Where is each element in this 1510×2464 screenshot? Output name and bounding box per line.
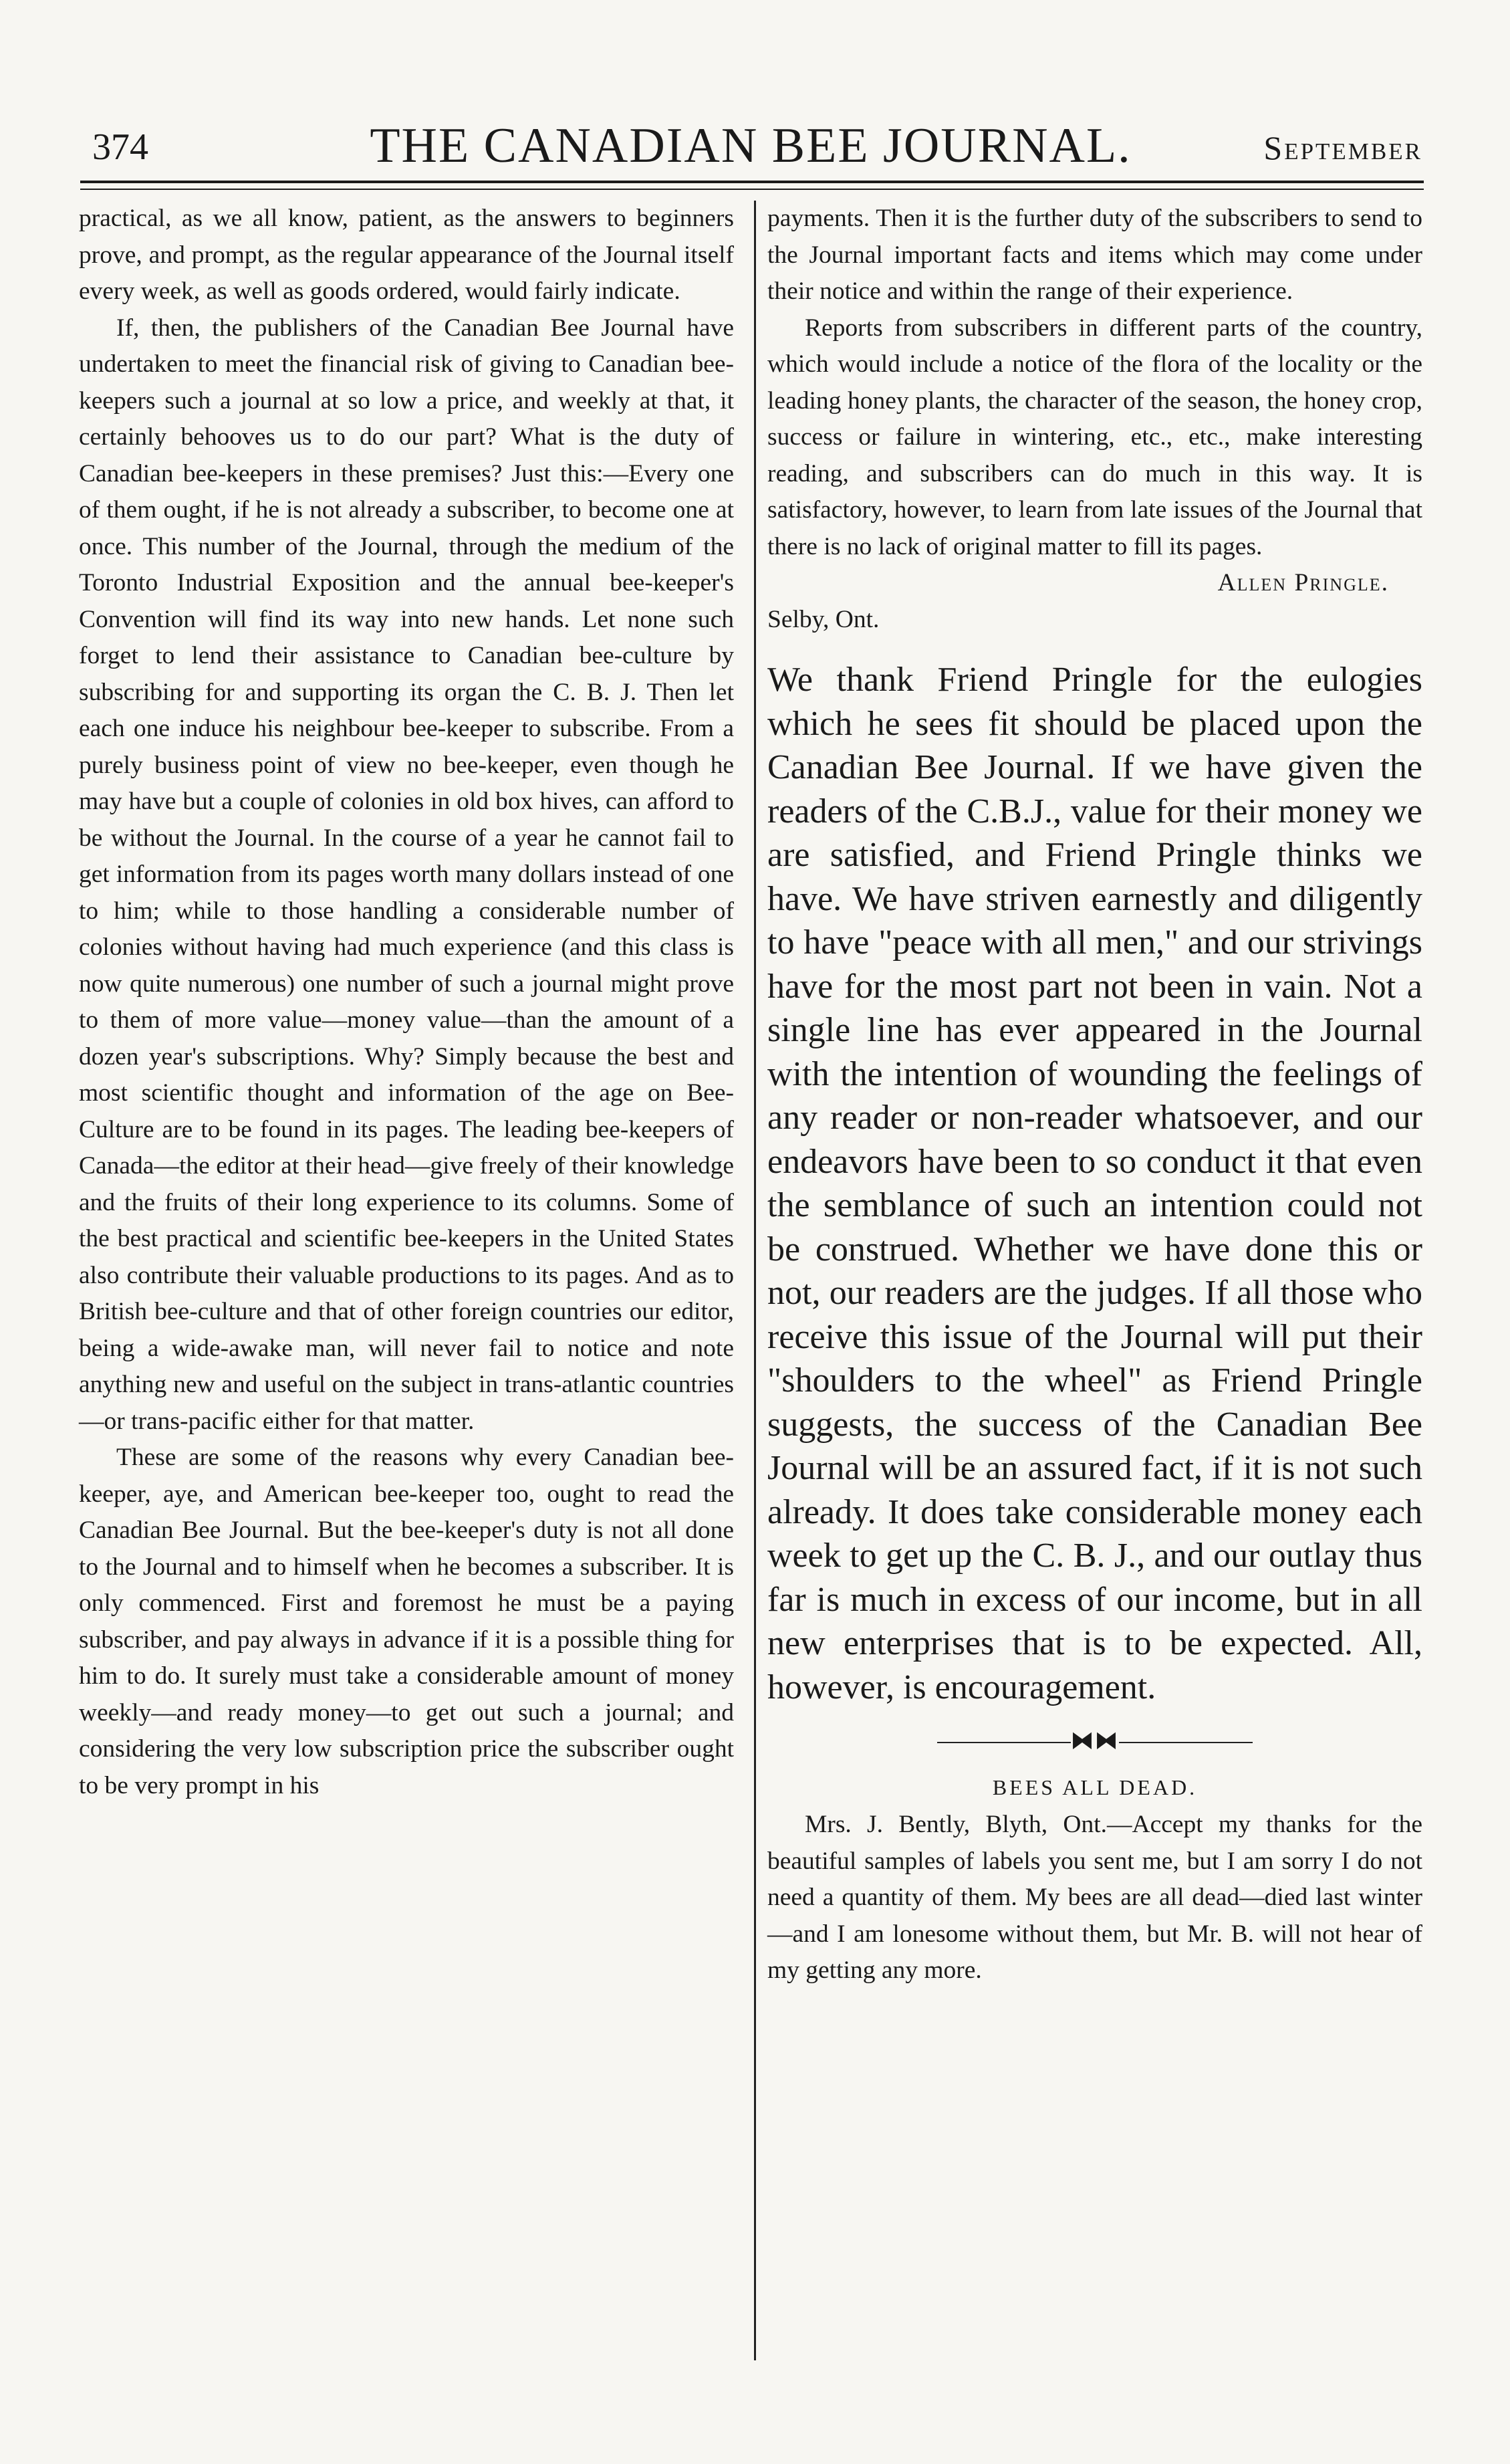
left-paragraph-2: If, then, the publishers of the Canadian Bee Journal have undertaken to meet the financial risk of giving to Canadian bee-keepers such a journal at so low a price, and weekly at that, it certainly behooves us to do our part? What is the duty of Canadian bee-keepers in these premises? Just this:—Every one of them ought, if he is not already a subscriber, to become one at once. This number of the Journal, through the medium of the Toronto Industrial Exposition and the annual bee-keeper's Convention will find its way into new hands. Let none such forget to lend their assistance to Canadian bee-culture by subscribing for and supporting its organ the C. B. J. Then let each one induce his neighbour bee-keeper to subscribe. From a purely business point of view no bee-keeper, even though he may have but a couple of colonies in old box hives, can afford to be without the Journal. In the course of a year he cannot fail to get information from its pages worth many dollars instead of one to him; while to those handling a considerable number of colonies without having had much experience (and this class is now quite numerous) one number of such a journal might prove to them of more value—money value—than the amount of a dozen year's subscriptions. Why? Simply because the best and most scientific thought and information of the age on Bee-Culture are to be found in its pages. The leading bee-keepers of Canada—the editor at their head—give freely of their knowledge and the fruits of their long experience to its columns. Some of the best practical and scientific bee-keepers in the United States also contribute their valuable productions to its pages. And as to British bee-culture and that of other foreign countries our editor, being a wide-awake man, will never fail to notice and note anything new and useful on the subject in trans-atlantic countries—or trans-pacific either for that matter.: [79, 314, 734, 1435]
section-heading: BEES ALL DEAD.: [992, 1775, 1198, 1799]
author-location: Selby, Ont.: [767, 605, 880, 633]
right-column: [767, 201, 1422, 1989]
left-paragraph-1: practical, as we all know, patient, as the answers to beginners prove, and prompt, as the regular appearance of the Journal itself every week, as well as goods ordered, would fairly indicate.: [79, 205, 734, 305]
header-rule-thick: [80, 181, 1424, 183]
section-divider-ornament: [767, 1728, 1422, 1755]
author-signature: Allen Pringle.: [1217, 569, 1389, 596]
journal-title: THE CANADIAN BEE JOURNAL.: [370, 118, 1132, 173]
right-paragraph-1: payments. Then it is the further duty of the subscribers to send to the Journal important facts and items which may come under their notice and within the range of their experience.: [767, 205, 1422, 305]
letter-paragraph: Mrs. J. Bently, Blyth, Ont.—Accept my thanks for the beautiful samples of labels you sent me, but I am sorry I do not need a quantity of them. My bees are all dead—died last winter—and I am lonesome without them, but Mr. B. will not hear of my getting any more.: [767, 1811, 1422, 1984]
column-divider: [754, 201, 756, 2360]
left-paragraph-3: These are some of the reasons why every Canadian bee-keeper, aye, and American bee-keeper too, ought to read the Canadian Bee Journal. But the bee-keeper's duty is not all done to the Journal and to himself when he becomes a subscriber. It is only commenced. First and foremost he must be a paying subscriber, and pay always in advance if it is a possible thing for him to do. It surely must take a considerable amount of money weekly—and ready money—to get out such a journal; and considering the very low subscription price the subscriber ought to be very prompt in his: [79, 1444, 734, 1799]
issue-month: September: [1263, 129, 1422, 166]
header-rule-thin: [80, 189, 1424, 190]
page-number: 374: [92, 126, 148, 168]
ornament-glyph: ⧓⧓: [1071, 1728, 1119, 1753]
editorial-response: We thank Friend Pringle for the eulogies which he sees fit should be placed upon the Canadian Bee Journal. If we have given the readers of the C.B.J., value for their money we are satisfied, and Friend Pringle thinks we have. We have striven earnestly and diligently to have "peace with all men," and our strivings have for the most part not been in vain. Not a single line has ever appeared in the Journal with the intention of wounding the feelings of any reader or non-reader whatsoever, and our endeavors have been to so conduct it that even the semblance of such an intention could not be construed. Whether we have done this or not, our readers are the judges. If all those who receive this issue of the Journal will put their "shoulders to the wheel" as Friend Pringle suggests, the success of the Canadian Bee Journal will be an assured fact, if it is not such already. It does take considerable money each week to get up the C. B. J., and our outlay thus far is much in excess of our income, but in all new enterprises that is to be expected. All, however, is encouragement.: [767, 661, 1422, 1706]
right-paragraph-2: Reports from subscribers in different parts of the country, which would include a notice of the flora of the locality or the leading honey plants, the character of the season, the honey crop, success or failure in wintering, etc., etc., make interesting reading, and subscribers can do much in this way. It is satisfactory, however, to learn from late issues of the Journal that there is no lack of original matter to fill its pages.: [767, 314, 1422, 560]
left-column: [79, 201, 734, 1804]
page-header: [79, 114, 1422, 181]
